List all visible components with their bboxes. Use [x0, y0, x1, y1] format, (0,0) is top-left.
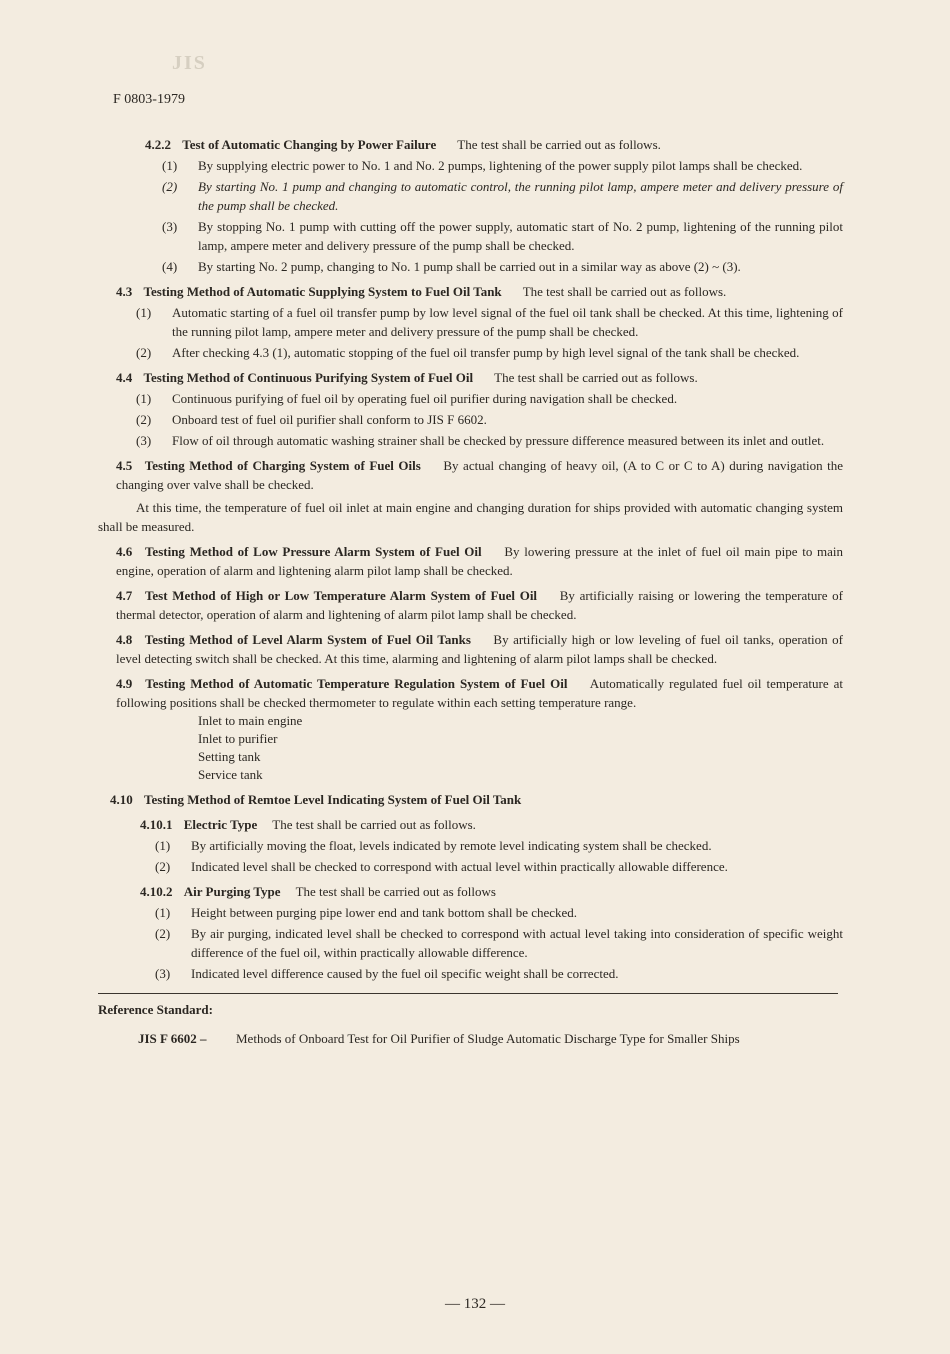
item-mark: (2)	[136, 345, 152, 360]
item-text: By starting No. 1 pump and changing to automatic control, the running pilot lamp, ampere meter and delivery pressure of the pump shall be checked.	[198, 179, 843, 213]
section-number: 4.9	[116, 676, 133, 691]
section-title: Testing Method of Continuous Purifying System of Fuel Oil	[143, 370, 474, 385]
item-mark: (3)	[162, 219, 178, 234]
section-paragraph: At this time, the temperature of fuel oil inlet at main engine and changing duration for ships provided with automatic changing system shall be measured.	[98, 500, 843, 534]
item-text: Indicated level shall be checked to correspond with actual level within practically allowable difference.	[191, 859, 728, 874]
item-mark: (1)	[155, 838, 171, 853]
reference-code: JIS F 6602 –	[138, 1031, 207, 1046]
section-4-4	[98, 368, 843, 387]
list-item	[98, 343, 843, 362]
list-item	[98, 836, 843, 855]
item-mark: (2)	[136, 412, 152, 427]
section-lead: The test shall be carried out as follows.	[522, 284, 727, 299]
item-mark: (2)	[155, 859, 171, 874]
list-item: Setting tank	[198, 749, 261, 764]
item-mark: (4)	[162, 259, 178, 274]
section-4-10-1	[98, 815, 843, 834]
page-number: — 132 —	[445, 1296, 505, 1312]
section-title: Testing Method of Automatic Temperature Regulation System of Fuel Oil	[145, 676, 568, 691]
list-item	[98, 924, 843, 962]
section-4-3	[98, 282, 843, 301]
section-lead: By artificially raising or lowering the temperature of thermal detector, operation of alarm and lightening of alarm pilot lamp shall be checked.	[116, 588, 844, 622]
document-number: F 0803-1979	[113, 92, 185, 107]
section-number: 4.7	[116, 588, 133, 603]
section-title: Testing Method of Automatic Supplying System to Fuel Oil Tank	[143, 284, 502, 299]
list-item	[98, 389, 843, 408]
list-item	[98, 257, 843, 276]
item-mark: (2)	[155, 926, 171, 941]
section-title: Testing Method of Low Pressure Alarm System of Fuel Oil	[144, 544, 482, 559]
item-text: Indicated level difference caused by the fuel oil specific weight shall be corrected.	[191, 966, 619, 981]
section-4-5	[98, 456, 843, 494]
list-item	[98, 303, 843, 341]
reference-description: Methods of Onboard Test for Oil Purifier of Sludge Automatic Discharge Type for Smaller Ships	[236, 1031, 740, 1046]
section-title: Testing Method of Remtoe Level Indicating System of Fuel Oil Tank	[144, 792, 522, 807]
section-4-6	[98, 542, 843, 580]
section-number: 4.4	[116, 370, 133, 385]
document-body	[98, 135, 843, 1048]
item-text: Onboard test of fuel oil purifier shall conform to JIS F 6602.	[172, 412, 487, 427]
list-item: Service tank	[198, 767, 263, 782]
list-item	[98, 903, 843, 922]
section-number: 4.10.1	[140, 817, 173, 832]
reference-title: Reference Standard:	[98, 1002, 213, 1017]
section-lead: The test shall be carried out as follows	[295, 884, 496, 899]
item-mark: (2)	[162, 179, 178, 194]
item-mark: (1)	[162, 158, 178, 173]
section-number: 4.10.2	[140, 884, 173, 899]
list-item	[98, 410, 843, 429]
section-number: 4.5	[116, 458, 133, 473]
section-title: Test Method of High or Low Temperature Alarm System of Fuel Oil	[144, 588, 538, 603]
section-lead: The test shall be carried out as follows.	[457, 137, 661, 152]
list-item	[98, 857, 843, 876]
section-lead: Automatically regulated fuel oil temperature at following positions shall be checked thermometer to regulate within each setting temperature range.	[116, 676, 843, 710]
item-text: By starting No. 2 pump, changing to No. 1 pump shall be carried out in a similar way as above (2) ~ (3).	[198, 259, 741, 274]
item-text: By supplying electric power to No. 1 and No. 2 pumps, lightening of the power supply pilot lamps shall be checked.	[198, 158, 803, 173]
position-list	[98, 712, 843, 784]
item-text: Height between purging pipe lower end and tank bottom shall be checked.	[191, 905, 578, 920]
section-lead: By artificially high or low leveling of fuel oil tanks, operation of level detecting switch shall be checked. At this time, alarming and lightening of alarm pilot lamps shall be checked.	[116, 632, 844, 666]
section-4-7	[98, 586, 843, 624]
list-item	[98, 964, 843, 983]
section-4-10-2	[98, 882, 843, 901]
section-number: 4.6	[116, 544, 133, 559]
section-4-8	[98, 630, 843, 668]
item-mark: (1)	[136, 391, 152, 406]
section-title: Test of Automatic Changing by Power Failure	[182, 137, 437, 152]
section-number: 4.3	[116, 284, 133, 299]
list-item	[98, 156, 843, 175]
item-text: Automatic starting of a fuel oil transfer pump by low level signal of the fuel oil tank shall be checked. At this time, lightening of the running pilot lamp, ampere meter and delivery pressure of the pump shall be checked.	[172, 305, 843, 339]
item-mark: (1)	[155, 905, 171, 920]
item-text: By artificially moving the float, levels indicated by remote level indicating system shall be checked.	[191, 838, 712, 853]
section-4-9	[98, 674, 843, 712]
section-4-10	[98, 790, 843, 809]
section-number: 4.10	[110, 792, 133, 807]
item-mark: (3)	[136, 433, 152, 448]
section-number: 4.2.2	[145, 137, 171, 152]
section-4-2-2	[98, 135, 843, 154]
item-text: By stopping No. 1 pump with cutting off the power supply, automatic start of No. 2 pump, lightening of the running pilot lamp, ampere meter and delivery pressure of the pump shall be checked.	[198, 219, 843, 253]
section-title: Testing Method of Level Alarm System of Fuel Oil Tanks	[144, 632, 471, 647]
list-item	[98, 177, 843, 215]
item-text: After checking 4.3 (1), automatic stopping of the fuel oil transfer pump by high level signal of the tank shall be checked.	[172, 345, 800, 360]
section-lead: The test shall be carried out as follows.	[494, 370, 698, 385]
item-mark: (3)	[155, 966, 171, 981]
list-item: Inlet to main engine	[198, 713, 303, 728]
list-item	[98, 217, 843, 255]
section-number: 4.8	[116, 632, 133, 647]
list-item	[98, 431, 843, 450]
reference-entry	[98, 1029, 843, 1048]
bleed-through-mark: JIS	[172, 52, 207, 74]
item-text: By air purging, indicated level shall be checked to correspond with actual level taking into consideration of specific weight difference of the fuel oil, within practically allowable difference.	[191, 926, 843, 960]
section-title: Testing Method of Charging System of Fuel Oils	[144, 458, 421, 473]
item-mark: (1)	[136, 305, 152, 320]
section-title: Air Purging Type	[183, 884, 281, 899]
section-title: Electric Type	[183, 817, 258, 832]
item-text: Continuous purifying of fuel oil by operating fuel oil purifier during navigation shall be checked.	[172, 391, 678, 406]
section-lead: The test shall be carried out as follows.	[272, 817, 476, 832]
section-lead: By lowering pressure at the inlet of fuel oil main pipe to main engine, operation of alarm and lightening alarm pilot lamp shall be checked.	[116, 544, 844, 578]
section-lead: By actual changing of heavy oil, (A to C or C to A) during navigation the changing over valve shall be checked.	[116, 458, 844, 492]
reference-divider	[98, 993, 838, 994]
list-item: Inlet to purifier	[198, 731, 278, 746]
item-text: Flow of oil through automatic washing strainer shall be checked by pressure difference measured between its inlet and outlet.	[172, 433, 825, 448]
